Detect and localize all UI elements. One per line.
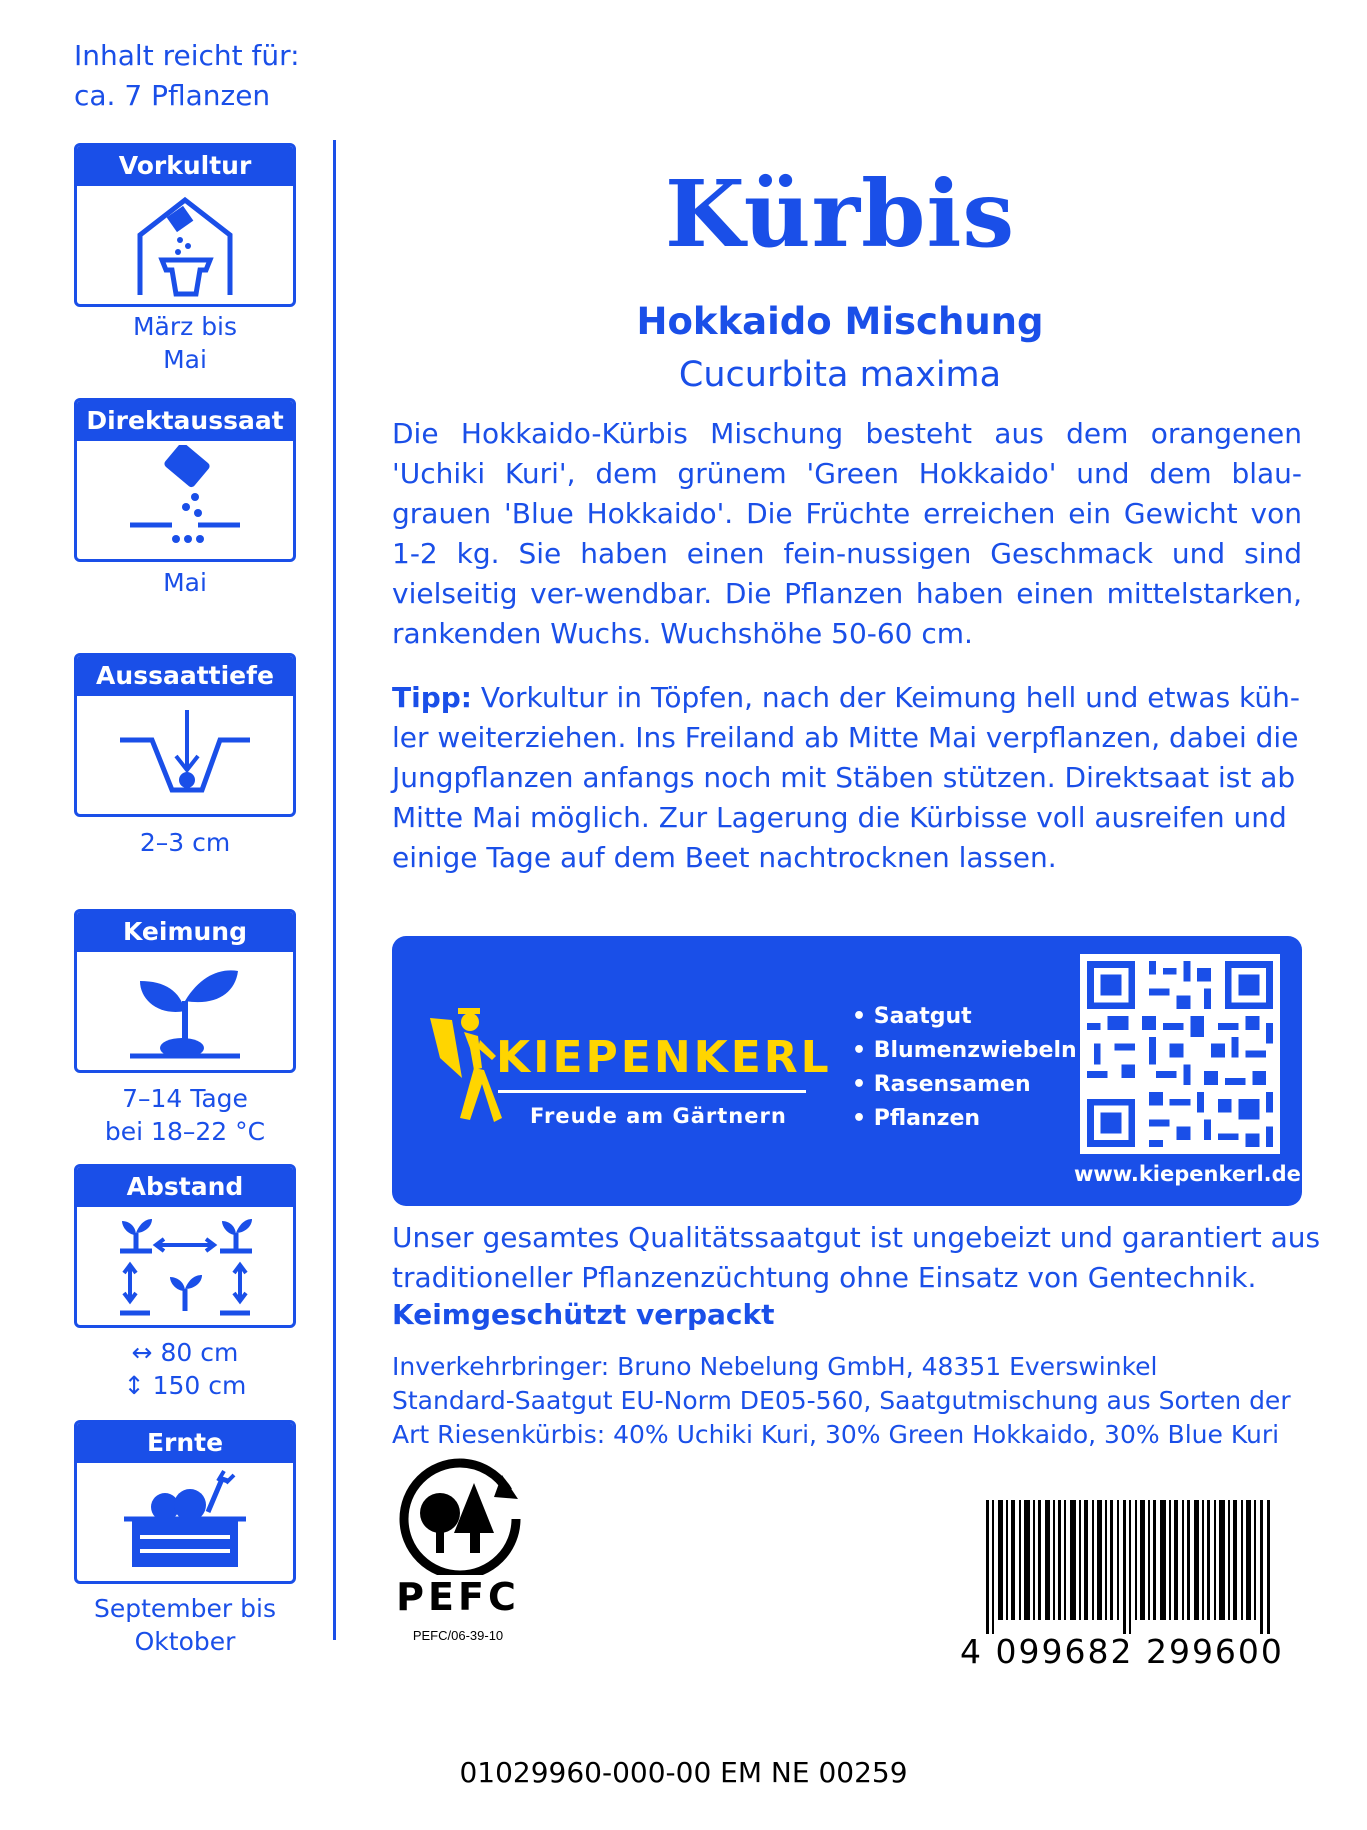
caption-line: Mai: [163, 568, 207, 597]
packaging-note: Keimgeschützt verpackt: [392, 1298, 775, 1331]
caption-line: 2–3 cm: [139, 828, 231, 857]
info-box-header: Aussaattiefe: [77, 656, 293, 696]
product-variety: Hokkaido Mischung: [636, 300, 1044, 343]
info-box-caption: [74, 1336, 296, 1402]
info-box-header: Ernte: [77, 1423, 293, 1463]
list-item: • Pflanzen: [852, 1106, 981, 1131]
info-box-header: Direktaussaat: [77, 401, 293, 441]
info-box-keimung: [74, 909, 296, 1073]
info-box-header: Abstand: [77, 1167, 293, 1207]
website-link[interactable]: www.kiepenkerl.de: [1074, 1162, 1301, 1186]
latin-name: Cucurbita maxima: [678, 355, 1002, 395]
pefc-logo-icon: [390, 1455, 530, 1575]
list-item: • Blumenzwiebeln: [852, 1038, 1077, 1063]
info-box-ernte: [74, 1420, 296, 1584]
list-item: • Saatgut: [852, 1004, 972, 1029]
brand-slogan: Freude am Gärtnern: [530, 1104, 787, 1128]
caption-line: 7–14 Tage: [122, 1084, 248, 1113]
content-note: [74, 36, 354, 116]
sprout-icon: [110, 956, 260, 1066]
tip-label: Tipp:: [392, 681, 472, 714]
brand-underline: [498, 1090, 806, 1093]
direct-sowing-icon: [110, 445, 260, 555]
article-number: 01029960-000-00 EM NE 00259: [459, 1756, 908, 1789]
info-box-caption: [74, 310, 296, 376]
content-note-line: Inhalt reicht für:: [74, 39, 300, 72]
info-box-direktaussaat: [74, 398, 296, 562]
quality-statement: Unser gesamtes Qualitätssaatgut ist ungebeizt und garantiert aus traditioneller Pflanzenzüchtung ohne Einsatz von Gentechnik.: [392, 1221, 1321, 1294]
harvest-crate-icon: [110, 1467, 260, 1577]
info-box-vorkultur: [74, 143, 296, 307]
info-box-header: Keimung: [77, 912, 293, 952]
info-box-caption: [74, 1082, 296, 1148]
brand-name: KIEPENKERL: [496, 1032, 832, 1083]
legal-line: Inverkehrbringer: Bruno Nebelung GmbH, 48351 Everswinkel: [392, 1352, 1158, 1381]
caption-line: März bis: [132, 312, 238, 341]
caption-line: ↕ 150 cm: [123, 1371, 247, 1400]
info-box-caption: [74, 566, 296, 599]
legal-line: Standard-Saatgut EU-Norm DE05-560, Saatgutmischung aus Sorten der: [392, 1386, 1291, 1415]
pefc-label: PEFC: [396, 1575, 520, 1619]
caption-line: Oktober: [134, 1627, 236, 1656]
info-box-caption: [74, 1592, 296, 1658]
barcode-icon: [984, 1500, 1284, 1634]
tip-paragraph: [392, 678, 1302, 878]
legal-info: [392, 1350, 1322, 1452]
ean-number: 4 099682 299600: [960, 1632, 1284, 1671]
pefc-code: PEFC/06-39-10: [412, 1628, 504, 1643]
qr-code-icon[interactable]: [1080, 954, 1280, 1154]
sowing-depth-icon: [110, 700, 260, 810]
info-box-caption: [74, 826, 296, 859]
list-item: • Rasensamen: [852, 1072, 1031, 1097]
caption-line: Mai: [163, 345, 207, 374]
product-description: Die Hokkaido-Kürbis Mischung besteht aus dem orangenen 'Uchiki Kuri', dem grünem 'Green Hokkaido' und dem blau-grauen 'Blue Hokkaido'. Die Früchte erreichen ein Gewicht von 1-2 kg. Sie haben einen fein-nussigen Geschmack und sind vielseitig ver-wendbar. Die Pflanzen haben einen mittelstarken, rankenden Wuchs. Wuchshöhe 50-60 cm.: [392, 417, 1302, 650]
caption-line: ↔ 80 cm: [131, 1338, 239, 1367]
tip-text: Vorkultur in Töpfen, nach der Keimung hell und etwas küh-ler weiterziehen. Ins Freiland ab Mitte Mai verpflanzen, dabei die Jungpflanzen anfangs noch mit Stäben stützen. Direktsaat ist ab Mitte Mai möglich. Zur Lagerung die Kürbisse voll ausreifen und einige Tage auf dem Beet nachtrocknen lassen.: [392, 681, 1300, 874]
plant-spacing-icon: [110, 1211, 260, 1321]
product-title: Kürbis: [664, 160, 1016, 268]
caption-line: bei 18–22 °C: [104, 1117, 266, 1146]
info-box-header: Vorkultur: [77, 146, 293, 186]
column-divider: [333, 140, 336, 1640]
content-note-line: ca. 7 Pflanzen: [74, 79, 271, 112]
info-box-abstand: [74, 1164, 296, 1328]
greenhouse-sowing-icon: [110, 190, 260, 300]
caption-line: September bis: [94, 1594, 276, 1623]
product-range-list: [852, 1000, 1077, 1136]
info-box-aussaattiefe: [74, 653, 296, 817]
hiker-logo-icon: [422, 998, 502, 1128]
legal-line: Art Riesenkürbis: 40% Uchiki Kuri, 30% Green Hokkaido, 30% Blue Kuri: [392, 1420, 1280, 1449]
brand-banner: [392, 936, 1302, 1206]
